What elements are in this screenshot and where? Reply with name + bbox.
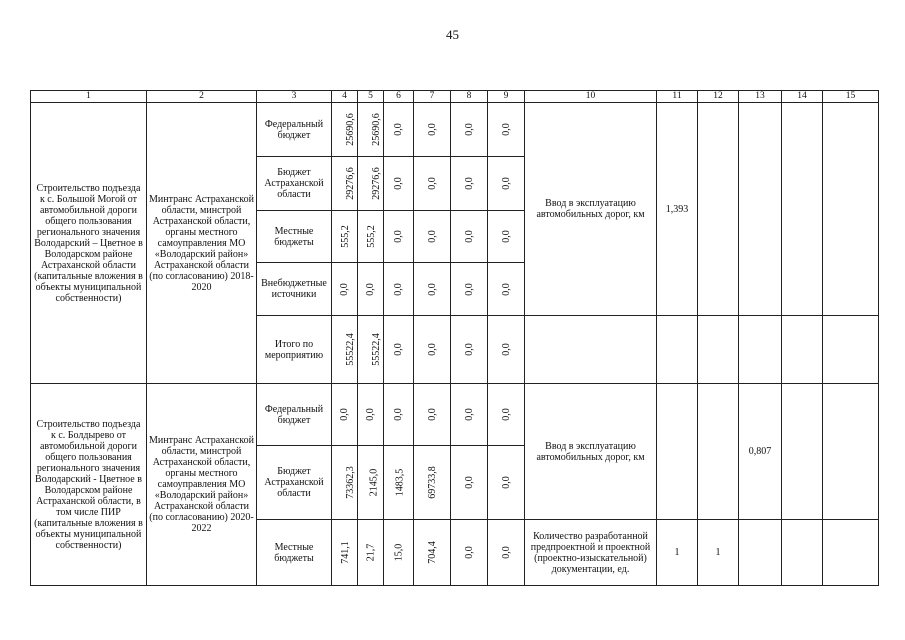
funding-source: Федеральный бюджет bbox=[257, 103, 332, 157]
program-table bbox=[30, 90, 879, 586]
column-header: 2 bbox=[147, 91, 257, 103]
amount-total: 29276,6 bbox=[344, 167, 356, 200]
amount-year1: 0,0 bbox=[365, 408, 376, 421]
indicator-value: 1 bbox=[698, 520, 739, 586]
amount-year5: 0,0 bbox=[500, 230, 512, 243]
amount-year5: 0,0 bbox=[500, 123, 512, 136]
indicator-name: Ввод в эксплуатацию автомобильных дорог, км bbox=[525, 103, 657, 316]
column-header: 1 bbox=[31, 91, 147, 103]
funding-source: Бюджет Астраханской области bbox=[257, 446, 332, 520]
amount-year5: 0,0 bbox=[500, 282, 512, 296]
amount-year1: 21,7 bbox=[365, 543, 376, 562]
amount-total: 0,0 bbox=[339, 282, 350, 296]
amount-year5: 0,0 bbox=[500, 343, 512, 356]
funding-source: Внебюджетные источники bbox=[257, 263, 332, 316]
executor-2: Минтранс Астраханской области, минстрой Астраханской области, органы местного самоуправления МО «Володарский район» Астраханской области (по согласованию) 2020-2022 bbox=[147, 384, 257, 586]
amount-total: 741,1 bbox=[339, 541, 351, 564]
column-header: 13 bbox=[739, 91, 782, 103]
column-header: 8 bbox=[451, 91, 488, 103]
column-header: 15 bbox=[823, 91, 879, 103]
amount-year3: 69733,8 bbox=[426, 466, 438, 499]
amount-year4: 0,0 bbox=[463, 476, 475, 489]
funding-source: Бюджет Астраханской области bbox=[257, 157, 332, 211]
indicator-value: 1,393 bbox=[657, 103, 698, 316]
table-row bbox=[31, 103, 879, 157]
amount-year3: 0,0 bbox=[426, 230, 438, 243]
amount-year2: 0,0 bbox=[393, 230, 404, 243]
object-name-2: Строительство подъезда к с. Болдырево от автомобильной дороги общего пользования регионального значения Володарский - Цветное в Володарском районе Астраханской области, в том числе ПИР (капитальные вложения в объекты муниципальной собственности) bbox=[31, 384, 147, 586]
amount-total: 25690,6 bbox=[344, 113, 356, 146]
column-header: 14 bbox=[782, 91, 823, 103]
executor-1: Минтранс Астраханской области, минстрой Астраханской области, органы местного самоуправления МО «Володарский район» Астраханской области (по согласованию) 2018-2020 bbox=[147, 103, 257, 384]
column-header: 3 bbox=[257, 91, 332, 103]
amount-total: 73362,3 bbox=[344, 466, 356, 499]
column-header: 11 bbox=[657, 91, 698, 103]
funding-source: Итого по мероприятию bbox=[257, 316, 332, 384]
amount-year2: 1483,5 bbox=[394, 468, 406, 497]
amount-year5: 0,0 bbox=[500, 408, 512, 421]
amount-year3: 0,0 bbox=[426, 282, 438, 296]
column-header: 4 bbox=[332, 91, 358, 103]
table-row bbox=[31, 384, 879, 446]
indicator-name: Ввод в эксплуатацию автомобильных дорог, км bbox=[525, 384, 657, 520]
amount-year3: 704,4 bbox=[426, 541, 438, 564]
page-number: 45 bbox=[446, 27, 459, 42]
amount-total: 55522,4 bbox=[344, 333, 356, 366]
amount-year4: 0,0 bbox=[463, 123, 475, 136]
object-name-1: Строительство подъезда к с. Большой Могой от автомобильной дороги общего пользования регионального значения Володарский – Цветное в Володарском районе Астраханской области (капитальные вложения в объекты муниципальной собственности) bbox=[31, 103, 147, 384]
amount-year3: 0,0 bbox=[426, 123, 438, 136]
amount-year4: 0,0 bbox=[463, 546, 475, 559]
amount-year2: 15,0 bbox=[393, 543, 404, 562]
amount-year1: 29276,6 bbox=[370, 167, 382, 200]
amount-year3: 0,0 bbox=[426, 177, 438, 190]
amount-year4: 0,0 bbox=[463, 282, 475, 296]
amount-year4: 0,0 bbox=[463, 408, 475, 421]
column-header: 10 bbox=[525, 91, 657, 103]
amount-year2: 0,0 bbox=[393, 408, 404, 421]
amount-total: 0,0 bbox=[339, 408, 350, 421]
amount-year4: 0,0 bbox=[463, 230, 475, 243]
column-header: 12 bbox=[698, 91, 739, 103]
indicator-value: 0,807 bbox=[739, 384, 782, 520]
amount-year1: 55522,4 bbox=[370, 333, 382, 366]
column-number-row bbox=[31, 91, 879, 103]
amount-year1: 2145,0 bbox=[368, 468, 380, 497]
amount-year2: 0,0 bbox=[393, 343, 404, 356]
amount-year5: 0,0 bbox=[500, 177, 512, 190]
amount-year5: 0,0 bbox=[500, 476, 512, 489]
amount-year1: 0,0 bbox=[365, 282, 376, 296]
amount-year1: 555,2 bbox=[365, 225, 377, 248]
amount-year1: 25690,6 bbox=[370, 113, 382, 146]
amount-year3: 0,0 bbox=[426, 408, 438, 421]
column-header: 7 bbox=[414, 91, 451, 103]
indicator-value: 1 bbox=[657, 520, 698, 586]
amount-total: 555,2 bbox=[339, 225, 351, 248]
indicator-name: Количество разработанной предпроектной и проектной (проектно-изыскательной) документации, ед. bbox=[525, 520, 657, 586]
amount-year2: 0,0 bbox=[393, 282, 404, 296]
column-header: 5 bbox=[358, 91, 384, 103]
funding-source: Местные бюджеты bbox=[257, 211, 332, 263]
column-header: 9 bbox=[488, 91, 525, 103]
amount-year2: 0,0 bbox=[393, 123, 404, 136]
amount-year4: 0,0 bbox=[463, 343, 475, 356]
funding-source: Федеральный бюджет bbox=[257, 384, 332, 446]
amount-year3: 0,0 bbox=[426, 343, 438, 356]
amount-year2: 0,0 bbox=[393, 177, 404, 190]
column-header: 6 bbox=[384, 91, 414, 103]
amount-year5: 0,0 bbox=[500, 546, 512, 559]
funding-source: Местные бюджеты bbox=[257, 520, 332, 586]
amount-year4: 0,0 bbox=[463, 177, 475, 190]
